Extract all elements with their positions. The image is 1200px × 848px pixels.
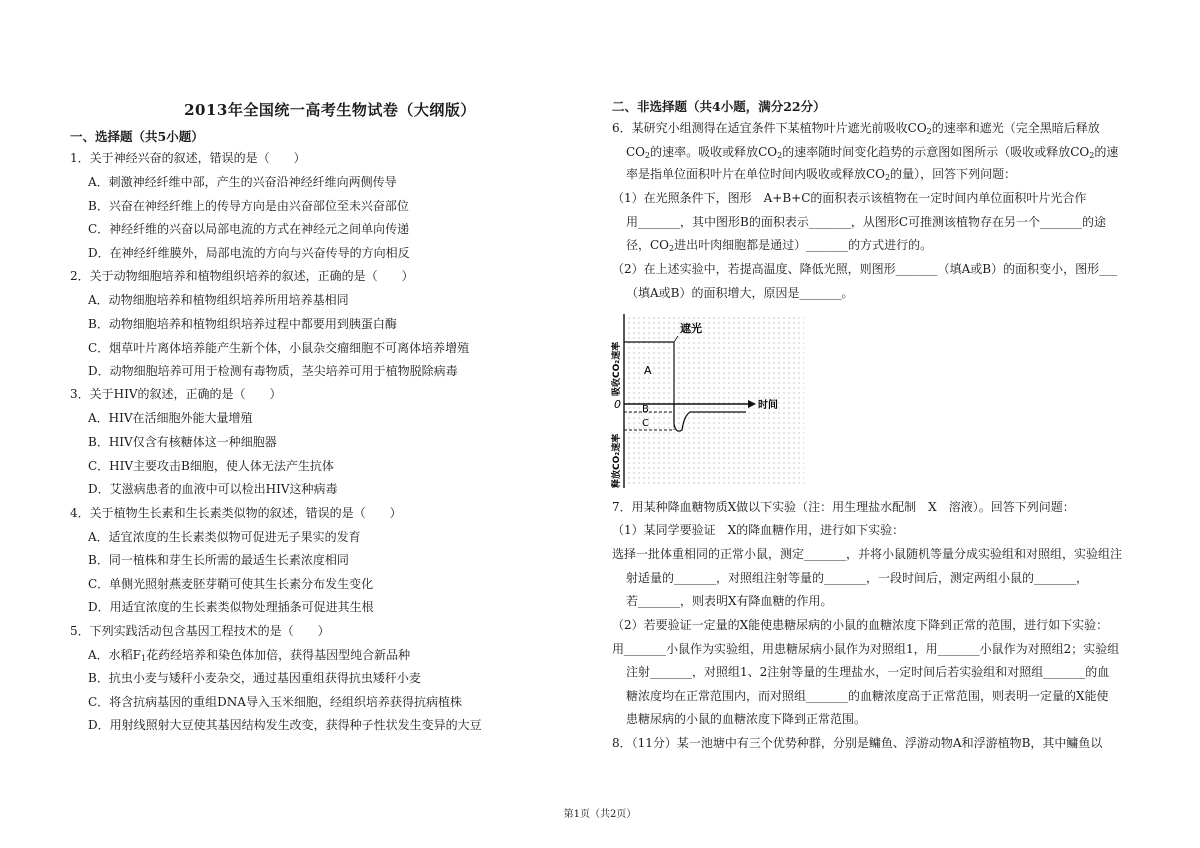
region-b-label: B [642, 404, 649, 415]
q7-part2-line1: 用_______小鼠作为实验组，用患糖尿病小鼠作为对照组1，用_______小鼠作为对照组2；实验组 [612, 642, 1120, 656]
q7-part1-line1: 选择一批体重相同的正常小鼠，测定_______，并将小鼠随机等量分成实验组和对照组，实验组注 [612, 547, 1123, 561]
co2-rate-diagram [608, 312, 808, 492]
y-axis-label-release: 释放CO₂速率 [612, 433, 622, 488]
paper-title: 2013年全国统一高考生物试卷（大纲版） [184, 101, 476, 119]
region-a-label: A [644, 364, 652, 377]
q6-part1-line3: 径，$CO_2$进出叶肉细胞都是通过）_______的方式进行的。 [626, 238, 933, 253]
q7-part2-heading: （2）若要验证一定量的X能使患糖尿病的小鼠的血糖浓度下降到正常的范围，进行如下实验： [612, 618, 1109, 632]
q4-option-b: B．同一植株和芽生长所需的最适生长素浓度相同 [88, 553, 349, 567]
q5-option-d: D．用射线照射大豆使其基因结构发生改变，获得种子性状发生变异的大豆 [88, 718, 482, 732]
q7-part2-line3: 糖浓度均在正常范围内，而对照组_______的血糖浓度高于正常范围，则表明一定量的X能使 [626, 689, 1109, 703]
q6-part1-line1: （1）在光照条件下，图形 A+B+C的面积表示该植物在一定时间内单位面积叶片光合作 [612, 191, 1087, 205]
q7-part1-heading: （1）某同学要验证 X的降血糖作用，进行如下实验： [612, 523, 905, 537]
q3-option-d: D．艾滋病患者的血液中可以检出HIV这种病毒 [88, 482, 338, 496]
q6-stem-line2: $CO_2$的速率。吸收或释放$CO_2$的速率随时间变化趋势的示意图如图所示（吸收或释放$CO_2$的速 [626, 145, 1119, 160]
q1-option-d: D．在神经纤维膜外，局部电流的方向与兴奋传导的方向相反 [88, 246, 410, 260]
q6-part2-line1: （2）在上述实验中，若提高温度、降低光照，则图形_______（填A或B）的面积变小，图形___ [612, 262, 1118, 276]
q4-stem: 4．关于植物生长素和生长素类似物的叙述，错误的是（ ） [70, 506, 402, 520]
q5-stem: 5．下列实践活动包含基因工程技术的是（ ） [70, 624, 330, 638]
x-axis-label: 时间 [758, 400, 778, 411]
origin-zero-label: 0 [614, 398, 621, 411]
q1-stem: 1．关于神经兴奋的叙述，错误的是（ ） [70, 151, 306, 165]
q3-option-b: B．HIV仅含有核糖体这一种细胞器 [88, 435, 277, 449]
q6-part2-line2: （填A或B）的面积增大，原因是_______。 [626, 286, 854, 300]
q2-option-b: B．动物细胞培养和植物组织培养过程中都要用到胰蛋白酶 [88, 317, 397, 331]
q7-part1-line2: 射适量的_______，对照组注射等量的_______，一段时间后，测定两组小鼠的_______， [626, 571, 1089, 585]
q4-option-d: D．用适宜浓度的生长素类似物处理插条可促进其生根 [88, 600, 374, 614]
q8-stem: 8．（11分）某一池塘中有三个优势种群，分别是鳙鱼、浮游动物A和浮游植物B，其中鳙鱼以 [612, 736, 1103, 750]
q5-option-a: A．水稻$F_1$花药经培养和染色体加倍，获得基因型纯合新品种 [88, 648, 411, 663]
q7-part2-line2: 注射_______，对照组1、2注射等量的生理盐水，一定时间后若实验组和对照组_______的血 [626, 665, 1110, 679]
q6-stem-line3: 率是指单位面积叶片在单位时间内吸收或释放$CO_2$的量），回答下列问题： [626, 167, 1017, 182]
q7-part1-line3: 若_______，则表明X有降血糖的作用。 [626, 594, 833, 608]
y-axis-label-absorb: 吸收CO₂速率 [612, 341, 622, 396]
q6-part1-line2: 用_______，其中图形B的面积表示_______，从图形C可推测该植物存在另一个_______的途 [626, 215, 1107, 229]
q3-option-c: C．HIV主要攻击B细胞，使人体无法产生抗体 [88, 459, 334, 473]
q2-option-c: C．烟草叶片离体培养能产生新个体，小鼠杂交瘤细胞不可离体培养增殖 [88, 341, 470, 355]
q2-stem: 2．关于动物细胞培养和植物组织培养的叙述，正确的是（ ） [70, 269, 414, 283]
section-choice-heading: 一、选择题（共5小题） [70, 129, 204, 144]
region-c-label: C [642, 418, 649, 429]
shading-label: 遮光 [680, 322, 702, 335]
q1-option-a: A．刺激神经纤维中部，产生的兴奋沿神经纤维向两侧传导 [88, 175, 397, 189]
q5-option-b: B．抗虫小麦与矮秆小麦杂交，通过基因重组获得抗虫矮秆小麦 [88, 671, 421, 685]
q7-stem: 7．用某种降血糖物质X做以下实验（注：用生理盐水配制 X 溶液）。回答下列问题： [612, 500, 1075, 514]
q4-option-c: C．单侧光照射燕麦胚芽鞘可使其生长素分布发生变化 [88, 577, 374, 591]
q6-stem-line1: 6．某研究小组测得在适宜条件下某植物叶片遮光前吸收$CO_2$的速率和遮光（完全黑暗后释放 [612, 121, 1100, 136]
q1-option-c: C．神经纤维的兴奋以局部电流的方式在神经元之间单向传递 [88, 222, 410, 236]
page-footer: 第1页（共2页） [563, 809, 637, 820]
section-nonchoice-heading: 二、非选择题（共4小题，满分22分） [612, 99, 826, 114]
q3-option-a: A．HIV在活细胞外能大量增殖 [88, 411, 253, 425]
q1-option-b: B．兴奋在神经纤维上的传导方向是由兴奋部位至未兴奋部位 [88, 199, 409, 213]
q2-option-a: A．动物细胞培养和植物组织培养所用培养基相同 [88, 293, 349, 307]
q5-option-c: C．将含抗病基因的重组DNA导入玉米细胞，经组织培养获得抗病植株 [88, 695, 462, 709]
q4-option-a: A．适宜浓度的生长素类似物可促进无子果实的发育 [88, 530, 361, 544]
q7-part2-line4: 患糖尿病的小鼠的血糖浓度下降到正常范围。 [626, 712, 867, 726]
q2-option-d: D．动物细胞培养可用于检测有毒物质，茎尖培养可用于植物脱除病毒 [88, 364, 458, 378]
q3-stem: 3．关于HIV的叙述，正确的是（ ） [70, 387, 282, 401]
